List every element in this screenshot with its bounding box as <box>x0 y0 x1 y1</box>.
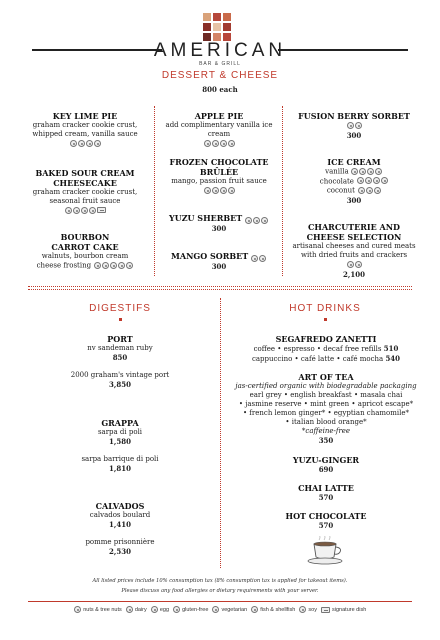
item-name: CHEESECAKE <box>53 178 117 188</box>
menu-item-key-lime-pie <box>20 111 150 149</box>
dessert-divider-right <box>282 106 283 276</box>
legend-label: gluten-free <box>182 606 209 613</box>
item-price: 2,100 <box>343 269 365 279</box>
nuts-icon <box>74 606 81 613</box>
legend-label: nuts & tree nuts <box>83 606 122 613</box>
dairy-icon <box>357 177 364 184</box>
section-divider <box>28 289 412 290</box>
menu-item-bourbon-carrot-cake <box>20 232 150 271</box>
item-desc: with dried fruits and crackers <box>300 251 408 259</box>
egg-icon <box>365 177 372 184</box>
item-name: CHAI LATTE <box>298 483 354 493</box>
item-desc: graham cracker cookie crust, <box>32 188 138 196</box>
vegetarian-icon <box>228 187 235 194</box>
item-name: BOURBON <box>60 232 110 242</box>
allergen-icons <box>351 167 383 176</box>
vegetarian-icon <box>381 177 388 184</box>
item-name: FROZEN CHOCOLATE <box>169 157 269 167</box>
item-desc: walnuts, bourbon cream <box>41 252 129 260</box>
item-price: 570 <box>318 493 334 502</box>
legend-label: soy <box>308 606 317 613</box>
gluten-free-icon <box>355 261 362 268</box>
legend-label: dairy <box>134 606 147 613</box>
item-desc: earl grey • english breakfast • masala chai <box>249 391 403 399</box>
signature-dish-icon <box>97 207 106 213</box>
item-desc: jas-certified organic with biodegradable packaging <box>235 382 417 390</box>
item-price: 1,410 <box>109 520 131 529</box>
gluten-free-icon <box>347 122 354 129</box>
flavor-name: chocolate <box>319 177 354 185</box>
vegetarian-icon <box>375 168 382 175</box>
allergen-icons <box>203 139 235 148</box>
item-price: 850 <box>112 353 128 362</box>
item-name: ICE CREAM <box>327 157 381 167</box>
legend-item <box>321 607 367 613</box>
item-desc: sarpa barrique di poli <box>81 455 159 463</box>
title-marker <box>119 318 122 321</box>
legend-item <box>251 607 296 613</box>
section-divider <box>28 286 412 287</box>
drink-art-of-tea <box>228 372 424 445</box>
legend-label: vegetarian <box>221 606 248 613</box>
egg-icon <box>78 140 85 147</box>
allergen-icons <box>64 206 106 215</box>
legend-label: signature dish <box>332 606 367 613</box>
allergen-icons <box>203 186 235 195</box>
signature-dish-icon <box>321 607 330 613</box>
item-desc: *caffeine-free <box>301 427 351 435</box>
item-name: CHARCUTERIE AND <box>308 222 400 232</box>
dairy-icon <box>245 217 252 224</box>
item-price: 510 <box>383 344 399 353</box>
logo-square <box>223 13 231 21</box>
allergen-icons <box>346 260 362 269</box>
item-name: SEGAFREDO ZANETTI <box>275 334 377 344</box>
item-desc: 2000 graham's vintage port <box>70 371 170 379</box>
drinks-divider <box>220 298 221 568</box>
allergy-note: Please discuss any food allergies or dietary requirements with your server. <box>121 588 319 594</box>
gluten-free-icon <box>251 255 258 262</box>
item-desc: artisanal cheeses and cured meats <box>292 242 416 250</box>
tax-note: All listed prices include 10% consumption tax (8% consumption tax is applied for takeout items). <box>92 578 348 584</box>
vegetarian-icon <box>228 140 235 147</box>
digestif-calvados <box>30 501 210 556</box>
allergen-icons <box>346 121 362 130</box>
menu-item-charcuterie-cheese <box>284 222 424 279</box>
vegetarian-icon <box>94 140 101 147</box>
gluten-free-icon <box>118 262 125 269</box>
item-name: BRÛLÉE <box>199 167 239 177</box>
legend-item <box>150 607 169 613</box>
gluten-free-icon <box>253 217 260 224</box>
dessert-section-title: DESSERT & CHEESE <box>161 70 279 81</box>
egg-icon <box>359 168 366 175</box>
dairy-icon <box>126 606 133 613</box>
item-name: KEY LIME PIE <box>52 111 118 121</box>
vegetarian-icon <box>261 217 268 224</box>
egg-icon <box>212 187 219 194</box>
logo-square <box>203 23 211 31</box>
dairy-icon <box>70 140 77 147</box>
gluten-free-icon <box>81 207 88 214</box>
item-desc: calvados boulard <box>89 511 151 519</box>
legend-item <box>125 607 146 613</box>
vegetarian-icon <box>89 207 96 214</box>
gluten-free-icon <box>173 606 180 613</box>
allergen-icons <box>356 177 388 186</box>
vegetarian-icon <box>355 122 362 129</box>
gluten-free-icon <box>86 140 93 147</box>
dairy-icon <box>358 187 365 194</box>
item-desc: sarpa di poli <box>97 428 143 436</box>
drink-yuzu-ginger <box>228 455 424 474</box>
digestifs-section-title: DIGESTIFS <box>89 303 151 314</box>
dairy-icon <box>65 207 72 214</box>
digestif-port <box>30 334 210 389</box>
dessert-divider-left <box>154 106 155 276</box>
dessert-price-note: 800 each <box>202 85 238 94</box>
allergen-legend <box>0 606 440 613</box>
item-price: 1,810 <box>109 464 131 473</box>
item-price: 690 <box>318 465 334 474</box>
vegetarian-icon <box>374 187 381 194</box>
item-name-row <box>157 251 281 262</box>
egg-icon <box>212 140 219 147</box>
flavor-name: vanilla <box>325 167 349 176</box>
drink-hot-chocolate <box>228 511 424 530</box>
egg-icon <box>110 262 117 269</box>
allergen-icons <box>69 139 101 148</box>
item-desc: cappuccino • café latte • café mocha <box>251 355 384 363</box>
item-line <box>228 344 424 354</box>
menu-item-baked-sour-cream-cheesecake <box>20 168 150 216</box>
item-price: 2,530 <box>109 547 131 556</box>
title-marker <box>324 318 327 321</box>
item-name: GRAPPA <box>101 418 139 428</box>
allergen-icons <box>245 214 269 224</box>
item-name: MANGO SORBET <box>171 251 249 261</box>
gluten-free-icon <box>373 177 380 184</box>
soy-icon <box>299 606 306 613</box>
allergen-icons <box>251 252 267 262</box>
legend-label: egg <box>159 606 170 613</box>
flavor-row <box>284 186 424 196</box>
item-name-row <box>157 213 281 224</box>
vegetarian-icon <box>259 255 266 262</box>
gluten-free-icon <box>366 187 373 194</box>
drink-chai-latte <box>228 483 424 502</box>
drink-segafredo-zanetti <box>228 334 424 364</box>
item-desc: seasonal fruit sauce <box>49 197 121 205</box>
allergen-icons <box>93 261 133 270</box>
item-name: FUSION BERRY SORBET <box>298 111 410 121</box>
coffee-cup-illustration <box>305 536 345 566</box>
nuts-icon <box>94 262 101 269</box>
item-desc: • jasmine reserve • mint green • apricot escape* <box>238 400 414 408</box>
dairy-icon <box>102 262 109 269</box>
item-price: 3,850 <box>109 380 131 389</box>
flavor-row <box>284 167 424 177</box>
fish-shellfish-icon <box>251 606 258 613</box>
item-desc: • french lemon ginger* • egyptian chamomile* <box>242 409 410 417</box>
logo-square <box>213 23 221 31</box>
dairy-icon <box>204 140 211 147</box>
item-name: HOT CHOCOLATE <box>285 511 367 521</box>
menu-item-mango-sorbet <box>157 251 281 271</box>
gluten-free-icon <box>220 140 227 147</box>
item-name: CHEESE SELECTION <box>306 232 402 242</box>
logo-square <box>203 13 211 21</box>
gluten-free-icon <box>367 168 374 175</box>
item-desc: whipped cream, vanilla sauce <box>32 130 138 138</box>
logo-mark <box>203 13 231 41</box>
item-desc: add complimentary vanilla ice cream <box>165 121 273 138</box>
menu-item-apple-pie <box>157 111 281 149</box>
item-name: PORT <box>107 334 133 344</box>
item-name: BAKED SOUR CREAM <box>35 168 135 178</box>
item-price: 1,580 <box>109 437 131 446</box>
item-name: ART OF TEA <box>298 372 354 382</box>
item-price: 300 <box>346 195 362 205</box>
legend-item <box>212 607 247 613</box>
brand-subtitle: BAR & GRILL <box>199 61 241 67</box>
flavor-name: coconut <box>326 186 355 195</box>
item-name: YUZU SHERBET <box>169 213 243 223</box>
logo-square <box>213 13 221 21</box>
egg-icon <box>73 207 80 214</box>
item-desc: nv sandeman ruby <box>87 344 153 352</box>
item-desc: mango, passion fruit sauce <box>171 177 267 185</box>
item-price: 570 <box>318 521 334 530</box>
hot-drinks-section-title: HOT DRINKS <box>289 303 361 314</box>
menu-item-ice-cream <box>284 157 424 205</box>
item-price: 300 <box>211 262 227 271</box>
item-price: 540 <box>385 354 401 363</box>
item-price: 300 <box>211 224 227 233</box>
item-desc: pomme prisonnière <box>85 538 155 546</box>
item-desc: coffee • espresso • decaf free refills <box>253 345 382 353</box>
item-price: 300 <box>346 130 362 140</box>
item-desc: • italian blood orange* <box>285 418 367 426</box>
digestif-grappa <box>30 418 210 473</box>
legend-label: fish & shellfish <box>260 606 296 613</box>
gluten-free-icon <box>220 187 227 194</box>
logo-square <box>223 23 231 31</box>
dairy-icon <box>351 168 358 175</box>
footer-divider <box>28 601 412 602</box>
item-desc: graham cracker cookie crust, <box>32 121 138 129</box>
item-price: 350 <box>318 436 334 445</box>
item-desc-text: cheese frosting <box>36 261 92 270</box>
legend-item <box>173 607 209 613</box>
item-desc <box>20 261 150 271</box>
menu-item-frozen-chocolate-brulee <box>157 157 281 196</box>
item-name: CARROT CAKE <box>51 242 119 252</box>
brand-name: AMERICAN <box>153 40 287 61</box>
menu-item-yuzu-sherbet <box>157 213 281 233</box>
menu-item-fusion-berry-sorbet <box>284 111 424 140</box>
vegetarian-icon <box>212 606 219 613</box>
egg-icon <box>151 606 158 613</box>
vegetarian-icon <box>126 262 133 269</box>
dairy-icon <box>204 187 211 194</box>
flavor-row <box>284 177 424 187</box>
dairy-icon <box>347 261 354 268</box>
allergen-icons <box>357 186 381 195</box>
item-line <box>228 354 424 364</box>
legend-item <box>299 607 317 613</box>
item-name: APPLE PIE <box>194 111 244 121</box>
legend-item <box>74 607 122 613</box>
item-name: CALVADOS <box>95 501 145 511</box>
item-name: YUZU-GINGER <box>292 455 360 465</box>
